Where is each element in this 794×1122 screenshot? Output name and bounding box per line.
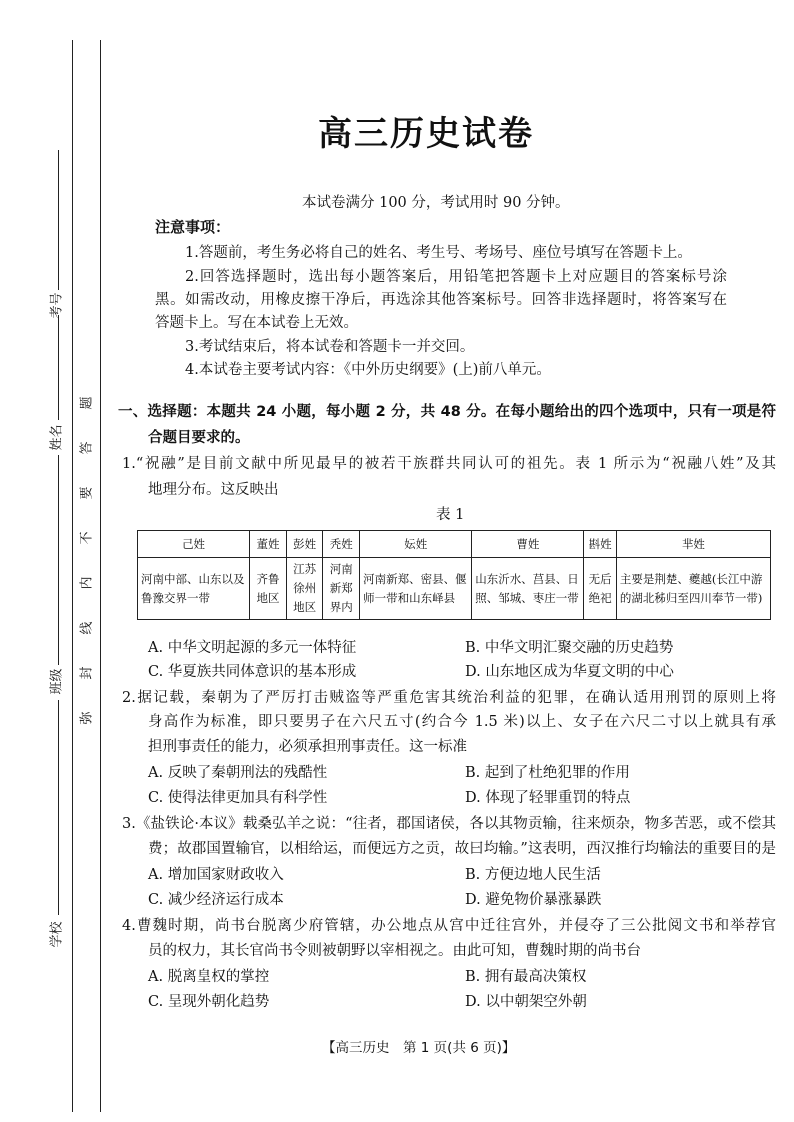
q3-stem-cont: 费；故郡国置输官，以相给运，而便远方之贡，故曰均输。”这表明，西汉推行均输法的重要目的是 bbox=[148, 841, 776, 857]
note-2-end: 答题卡上。写在本试卷上无效。 bbox=[155, 315, 358, 331]
q4-option-c[interactable]: C. 呈现外朝化趋势 bbox=[148, 994, 270, 1010]
table-header: 董姓 bbox=[250, 531, 287, 558]
page-footer: 【高三历史 第 1 页(共 6 页)】 bbox=[322, 1040, 516, 1056]
table-header: 斟姓 bbox=[584, 531, 616, 558]
section-heading: 一、选择题：本题共 24 小题，每小题 2 分，共 48 分。在每小题给出的四个选项中，只有一项是符 bbox=[118, 404, 776, 420]
q4-option-b[interactable]: B. 拥有最高决策权 bbox=[465, 969, 587, 985]
q2-option-d[interactable]: D. 体现了轻罪重罚的特点 bbox=[465, 790, 631, 806]
q2-option-a[interactable]: A. 反映了秦朝刑法的残酷性 bbox=[148, 765, 328, 781]
table-cell: 河南中部、山东以及鲁豫交界一带 bbox=[138, 558, 250, 620]
note-2-cont: 黑。如需改动，用橡皮擦干净后，再选涂其他答案标号。回答非选择题时，将答案写在 bbox=[155, 292, 727, 308]
q2-option-c[interactable]: C. 使得法律更加具有科学性 bbox=[148, 790, 328, 806]
exam-number-label: 考号 bbox=[49, 292, 65, 319]
q1-stem-cont: 地理分布。这反映出 bbox=[148, 482, 279, 498]
q2-stem: 2.据记载，秦朝为了严厉打击贼盗等严重危害其统治利益的犯罪，在确认适用刑罚的原则上将 bbox=[122, 690, 776, 706]
table-header: 秃姓 bbox=[323, 531, 360, 558]
binding-line-outer bbox=[72, 40, 73, 1112]
note-2: 2.回答选择题时，选出每小题答案后，用铅笔把答题卡上对应题目的答案标号涂 bbox=[185, 269, 727, 285]
q1-option-b[interactable]: B. 中华文明汇聚交融的历史趋势 bbox=[465, 640, 674, 656]
table-cell: 无后绝祀 bbox=[584, 558, 616, 620]
exam-info: 本试卷满分 100 分，考试用时 90 分钟。 bbox=[302, 195, 570, 211]
table-header: 妘姓 bbox=[360, 531, 472, 558]
name-underline bbox=[58, 315, 59, 420]
q1-option-a[interactable]: A. 中华文明起源的多元一体特征 bbox=[148, 640, 357, 656]
table-cell: 河南新郑、密县、偃师一带和山东峄县 bbox=[360, 558, 472, 620]
table-header: 彭姓 bbox=[286, 531, 323, 558]
note-1: 1.答题前，考生务必将自己的姓名、考生号、考场号、座位号填写在答题卡上。 bbox=[185, 245, 692, 261]
notes-heading: 注意事项： bbox=[155, 218, 231, 236]
table-cell: 主要是荆楚、夔越(长江中游的湖北秭归至四川奉节一带) bbox=[616, 558, 770, 620]
table-caption: 表 1 bbox=[436, 507, 465, 523]
zhurong-table bbox=[137, 530, 771, 620]
table-header: 曹姓 bbox=[472, 531, 584, 558]
class-label: 班级 bbox=[49, 668, 65, 695]
q1-stem: 1.“祝融”是目前文献中所见最早的被若干族群共同认可的祖先。表 1 所示为“祝融八姓”及其 bbox=[122, 456, 776, 472]
table-header: 己姓 bbox=[138, 531, 250, 558]
table-cell: 山东沂水、莒县、日照、邹城、枣庄一带 bbox=[472, 558, 584, 620]
table-cell: 河南新郑界内 bbox=[323, 558, 360, 620]
binding-line-inner bbox=[100, 40, 101, 1112]
seal-notice: 弥封线内不要答题 bbox=[79, 364, 95, 725]
q3-stem: 3.《盐铁论·本议》载桑弘羊之说：“往者，郡国诸侯，各以其物贡输，往来烦杂，物多苦恶，或不偿其 bbox=[122, 816, 776, 832]
q4-stem: 4.曹魏时期，尚书台脱离少府管辖，办公地点从宫中迁往宫外，并侵夺了三公批阅文书和举荐官 bbox=[122, 918, 776, 934]
q1-option-c[interactable]: C. 华夏族共同体意识的基本形成 bbox=[148, 664, 357, 680]
note-3: 3.考试结束后，将本试卷和答题卡一并交回。 bbox=[185, 339, 475, 355]
exam-number-underline bbox=[58, 150, 59, 290]
page-title: 高三历史试卷 bbox=[318, 114, 534, 154]
q2-stem-end: 担刑事责任的能力，必须承担刑事责任。这一标准 bbox=[148, 739, 467, 755]
q4-option-d[interactable]: D. 以中朝架空外朝 bbox=[465, 994, 587, 1010]
note-4: 4.本试卷主要考试内容：《中外历史纲要》(上)前八单元。 bbox=[185, 362, 551, 378]
q3-option-b[interactable]: B. 方便边地人民生活 bbox=[465, 867, 601, 883]
q3-option-d[interactable]: D. 避免物价暴涨暴跌 bbox=[465, 892, 602, 908]
table-cell: 江苏徐州地区 bbox=[286, 558, 323, 620]
name-label: 姓名 bbox=[49, 424, 65, 451]
q1-option-d[interactable]: D. 山东地区成为华夏文明的中心 bbox=[465, 664, 674, 680]
school-underline bbox=[58, 700, 59, 915]
q3-option-a[interactable]: A. 增加国家财政收入 bbox=[148, 867, 284, 883]
table-cell: 齐鲁地区 bbox=[250, 558, 287, 620]
class-underline bbox=[58, 455, 59, 665]
q4-option-a[interactable]: A. 脱离皇权的掌控 bbox=[148, 969, 270, 985]
q2-stem-cont: 身高作为标准，即只要男子在六尺五寸(约合今 1.5 米)以上、女子在六尺二寸以上就具有承 bbox=[148, 714, 776, 730]
q2-option-b[interactable]: B. 起到了杜绝犯罪的作用 bbox=[465, 765, 630, 781]
school-label: 学校 bbox=[49, 921, 65, 948]
q3-option-c[interactable]: C. 减少经济运行成本 bbox=[148, 892, 284, 908]
q4-stem-cont: 员的权力，其长官尚书令则被朝野以宰相视之。由此可知，曹魏时期的尚书台 bbox=[148, 943, 641, 959]
section-heading-cont: 合题目要求的。 bbox=[148, 430, 250, 446]
table-header: 芈姓 bbox=[616, 531, 770, 558]
